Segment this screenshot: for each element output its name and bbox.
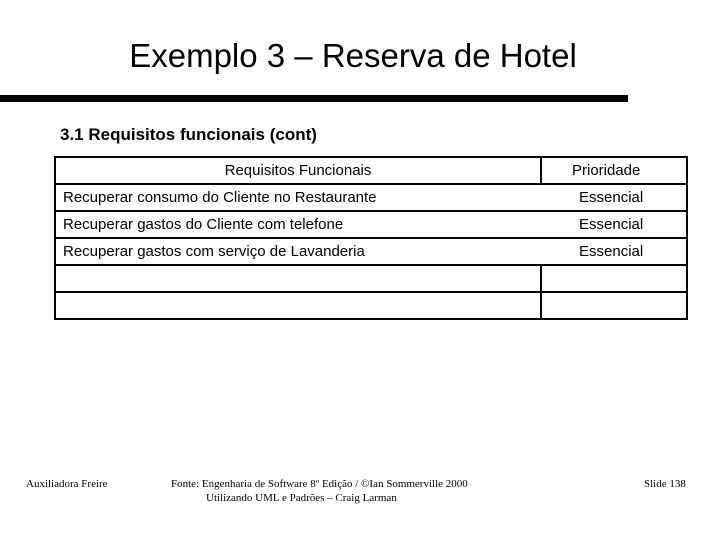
table-row bbox=[55, 265, 687, 292]
requirement-cell bbox=[55, 292, 541, 319]
priority-cell: Essencial bbox=[541, 211, 687, 238]
table-row bbox=[55, 238, 687, 265]
requirement-cell: Recuperar gastos com serviço de Lavanderia bbox=[55, 238, 541, 265]
title-underline bbox=[0, 95, 628, 102]
priority-cell bbox=[541, 265, 687, 292]
table-header-row bbox=[55, 157, 687, 184]
footer-slide-number: Slide 138 bbox=[644, 478, 686, 490]
priority-cell bbox=[541, 292, 687, 319]
requirement-cell: Recuperar consumo do Cliente no Restaurante bbox=[55, 184, 541, 211]
table-row bbox=[55, 292, 687, 319]
header-prioridade: Prioridade bbox=[541, 157, 687, 184]
requirement-cell bbox=[55, 265, 541, 292]
requirement-cell: Recuperar gastos do Cliente com telefone bbox=[55, 211, 541, 238]
footer-source-line1: Fonte: Engenharia de Software 8º Edição / ©Ian Sommerville 2000 bbox=[171, 478, 468, 490]
section-heading: 3.1 Requisitos funcionais (cont) bbox=[60, 125, 317, 144]
table-row bbox=[55, 184, 687, 211]
footer-source-line2: Utilizando UML e Padrões – Craig Larman bbox=[206, 492, 397, 504]
requirements-table bbox=[54, 156, 688, 320]
priority-cell: Essencial bbox=[541, 238, 687, 265]
slide-title: Exemplo 3 – Reserva de Hotel bbox=[129, 37, 577, 74]
priority-cell: Essencial bbox=[541, 184, 687, 211]
footer-author: Auxiliadora Freire bbox=[26, 478, 108, 490]
table-row bbox=[55, 211, 687, 238]
header-requisitos: Requisitos Funcionais bbox=[55, 157, 541, 184]
footer-source bbox=[171, 477, 468, 505]
